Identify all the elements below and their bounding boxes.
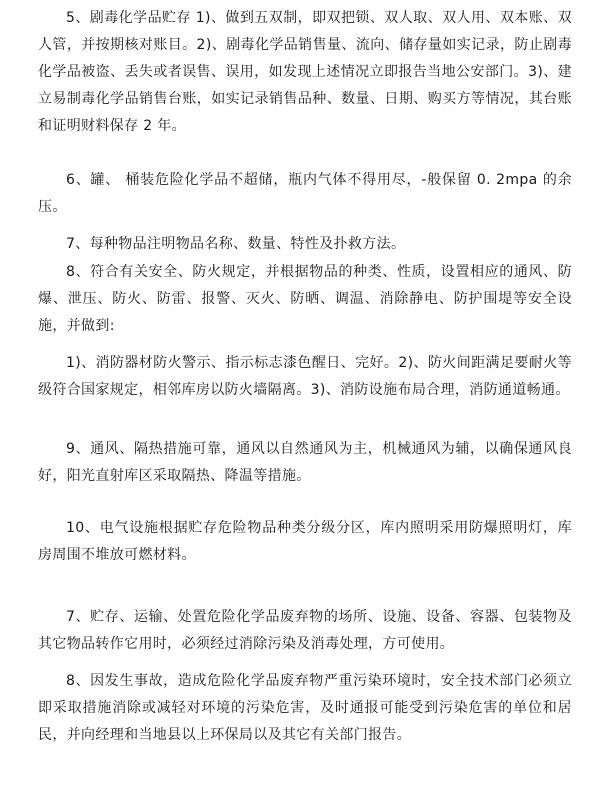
paragraph-ventilation: 9、通风、隔热措施可靠，通风以自然通风为主，机械通风为辅，以确保通风良好，阳光直射库区采取隔热、降温等措施。 [38, 441, 572, 484]
paragraph-accident-report: 8、因发生事故，造成危险化学品废弃物严重污染环境时，安全技术部门必须立即采取措施消除或减轻对环境的污染危害，及时通报可能受到污染危害的单位和居民，并向经理和当地县以上环保局以及其它有关部门报告。 [38, 673, 572, 743]
paragraph-electrical: 10、电气设施根据贮存危险物品种类分级分区，库内照明采用防爆照明灯，库房周围不堆放可燃材料。 [38, 520, 572, 563]
paragraph-fire-protection: 1)、消防器材防火警示、指示标志漆色醒日、完好。2)、防火间距满足要耐火等级符合国家规定，相邻库房以防火墙隔离。3)、消防设施布局合理，消防通道畅通。 [38, 355, 572, 398]
paragraph-tank-storage: 6、罐、 桶装危险化学品不超储，瓶内气体不得用尽，-般保留 0. 2mpa 的余压。 [38, 172, 572, 215]
paragraph-waste-reuse: 7、贮存、运输、处置危险化学品废弃物的场所、设施、设备、容器、包装物及其它物品转作它用时，必须经过消除污染及消毒处理，方可使用。 [38, 609, 572, 652]
paragraph-safety-facilities: 8、符合有关安全、防火规定，并根据物品的种类、性质，设置相应的通风、防爆、泄压、防火、防雷、报警、灭火、防晒、调温、消除静电、防护围堤等安全设施，并做到: [38, 264, 572, 334]
paragraph-toxic-chemical-storage: 5、剧毒化学品贮存 1)、做到五双制，即双把锁、双人取、双人用、双本账、双人管，并按期核对账目。2)、剧毒化学品销售量、流向、储存量如实记录，防止剧毒化学品被盗、丢失或者误售、误用，如发现上述情况立即报告当地公安部门。3)、建立易制毒化学品销售台账，如实记录销售品种、数量、日期、购买方等情况，其台账和证明财料保存 2 年。 [38, 10, 572, 134]
paragraph-item-labeling: 7、每种物品注明物品名称、数量、特性及扑救方法。 [66, 236, 406, 252]
